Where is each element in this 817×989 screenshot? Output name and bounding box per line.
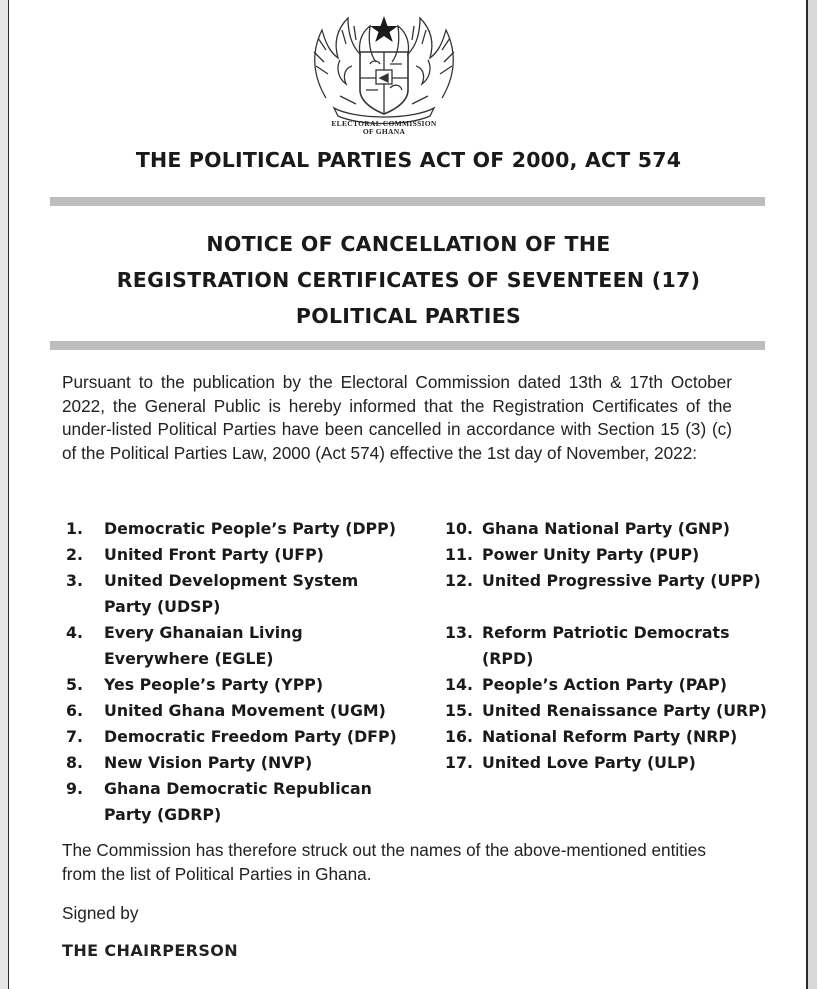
party-number: 5. [66,675,83,694]
party-number: 2. [66,545,83,564]
coat-of-arms-emblem [296,8,472,128]
notice-title-line3: POLITICAL PARTIES [295,304,522,328]
crest-caption [296,120,472,136]
party-name: Democratic Freedom Party (DFP) [104,727,397,746]
party-number: 8. [66,753,83,772]
divider-rule-bottom [50,341,765,350]
party-number: 17. [445,753,473,772]
closing-paragraph: The Commission has therefore struck out the names of the above-mentioned entities from the list of Political Parties in Ghana. [62,840,706,884]
party-number: 14. [445,675,473,694]
notice-title-line2: REGISTRATION CERTIFICATES OF SEVENTEEN (17) [116,268,701,292]
party-name: United Front Party (UFP) [104,545,324,564]
party-name: New Vision Party (NVP) [104,753,313,772]
notice-title-line1: NOTICE OF CANCELLATION OF THE [206,232,611,256]
party-name: Ghana Democratic Republican Party (GDRP) [104,779,372,824]
party-name: United Renaissance Party (URP) [482,701,768,720]
party-name: United Ghana Movement (UGM) [104,701,386,720]
party-number: 12. [445,571,473,590]
signatory-title: THE CHAIRPERSON [62,941,239,960]
party-number: 16. [445,727,473,746]
party-number: 15. [445,701,473,720]
party-number: 6. [66,701,83,720]
party-name: United Progressive Party (UPP) [482,571,761,590]
party-number: 10. [445,519,473,538]
party-name: United Love Party (ULP) [482,753,696,772]
party-name: Yes People’s Party (YPP) [104,675,324,694]
party-name: People’s Action Party (PAP) [482,675,727,694]
party-number: 4. [66,623,83,642]
party-number: 13. [445,623,473,642]
party-name: Democratic People’s Party (DPP) [104,519,396,538]
party-name: Power Unity Party (PUP) [482,545,700,564]
divider-rule-top [50,197,765,206]
party-number: 3. [66,571,83,590]
notice-title [40,226,777,334]
party-name: National Reform Party (NRP) [482,727,738,746]
crest-caption-line1: ELECTORAL COMMISSION [331,119,437,128]
party-number: 9. [66,779,83,798]
party-number: 1. [66,519,83,538]
party-number: 11. [445,545,473,564]
intro-paragraph: Pursuant to the publication by the Electoral Commission dated 13th & 17th October 2022, the General Public is hereby informed that the Registration Certificates of the under-listed Political Parties have been cancelled in accordance with Section 15 (3) (c) of the Political Parties Law, 2000 (Act 574) effective the 1st day of November, 2022: [62,372,732,463]
party-number: 7. [66,727,83,746]
party-name: Reform Patriotic Democrats (RPD) [482,623,730,668]
signed-by-label: Signed by [62,903,139,923]
party-name: United Development System Party (UDSP) [104,571,359,616]
act-title: THE POLITICAL PARTIES ACT OF 2000, ACT 574 [135,148,682,172]
crest-caption-line2: OF GHANA [362,127,406,136]
party-name: Every Ghanaian Living Everywhere (EGLE) [104,623,303,668]
party-name: Ghana National Party (GNP) [482,519,730,538]
